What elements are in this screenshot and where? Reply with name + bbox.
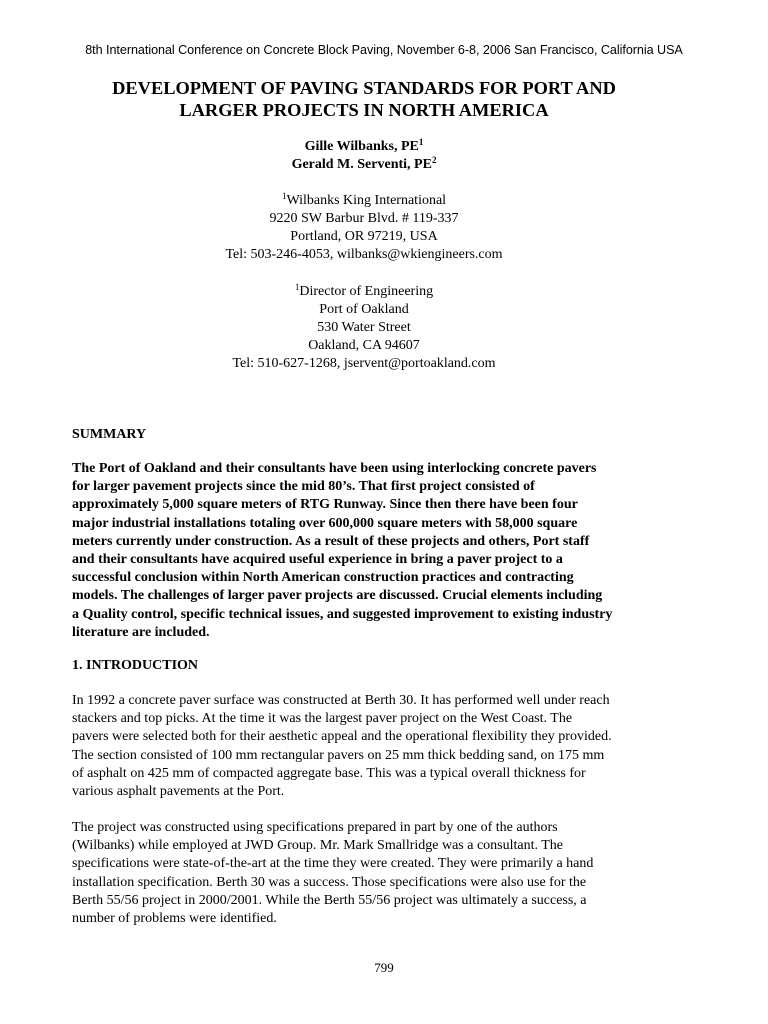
introduction-paragraph — [72, 819, 672, 928]
author-list — [0, 138, 728, 174]
affiliation-text: Director of Engineering — [299, 284, 434, 299]
introduction-paragraph — [72, 692, 672, 801]
text-line: number of problems were identified. — [72, 911, 277, 927]
affiliation-line: 530 Water Street — [317, 320, 411, 335]
affiliation-line — [0, 283, 728, 301]
affiliation-line: Portland, OR 97219, USA — [290, 229, 438, 244]
text-line: successful conclusion within North American construction practices and contracting — [72, 570, 574, 586]
author-affiliation-mark: 1 — [418, 137, 424, 147]
text-line: In 1992 a concrete paver surface was constructed at Berth 30. It has performed well under reach — [72, 693, 610, 708]
affiliation-line: Port of Oakland — [319, 302, 409, 317]
text-line: The Port of Oakland and their consultants have been using interlocking concrete pavers — [72, 461, 597, 476]
affiliation-block — [0, 192, 728, 264]
text-line: meters currently under construction. As a result of these projects and others, Port staff — [72, 533, 590, 549]
text-line: approximately 5,000 square meters of RTG Runway. Since then there have been four — [72, 497, 578, 513]
text-line: of asphalt on 425 mm of compacted aggregate base. This was a typical overall thickness for — [72, 765, 586, 781]
affiliation-line — [0, 192, 728, 210]
text-line: pavers were selected both for their aesthetic appeal and the operational flexibility they provided. — [72, 729, 612, 745]
page-number: 799 — [374, 960, 394, 975]
author-name: Gerald M. Serventi, PE — [291, 157, 432, 172]
summary-heading: SUMMARY — [72, 427, 147, 442]
paper-title — [0, 77, 728, 121]
text-line: various asphalt pavements at the Port. — [72, 784, 285, 800]
text-line: major industrial installations totaling over 600,000 square meters with 58,000 square — [72, 515, 578, 531]
affiliation-line: Oakland, CA 94607 — [308, 338, 420, 353]
text-line: The project was constructed using specifications prepared in part by one of the authors — [72, 820, 558, 835]
text-line: and their consultants have acquired useful experience in bring a paver project to a — [72, 552, 563, 568]
affiliation-mark: 1 — [294, 282, 300, 292]
affiliation-text: Wilbanks King International — [286, 193, 447, 208]
affiliation-mark: 1 — [281, 191, 287, 201]
text-line: specifications were state-of-the-art at the time they were created. They were primarily a hand — [72, 856, 594, 872]
author-name: Gille Wilbanks, PE — [304, 139, 419, 154]
summary-paragraph — [72, 460, 672, 642]
text-line: literature are included. — [72, 624, 210, 640]
affiliation-line: Tel: 510-627-1268, jservent@portoakland.com — [232, 356, 496, 371]
text-line: (Wilbanks) while employed at JWD Group. Mr. Mark Smallridge was a consultant. The — [72, 838, 564, 854]
introduction-heading: 1. INTRODUCTION — [72, 658, 199, 673]
conference-header: 8th International Conference on Concrete Block Paving, November 6-8, 2006 San Francisco, California USA — [85, 43, 683, 57]
text-line: stackers and top picks. At the time it was the largest paver project on the West Coast. The — [72, 711, 573, 727]
author — [0, 156, 728, 174]
affiliation-line: Tel: 503-246-4053, wilbanks@wkiengineers.com — [225, 247, 503, 262]
author — [0, 138, 728, 156]
text-line: installation specification. Berth 30 was a success. Those specifications were also use for the — [72, 874, 587, 890]
text-line: for larger pavement projects since the mid 80’s. That first project consisted of — [72, 479, 535, 495]
text-line: Berth 55/56 project in 2000/2001. While the Berth 55/56 project was ultimately a success, a — [72, 892, 587, 908]
affiliation-line: 9220 SW Barbur Blvd. # 119-337 — [269, 211, 459, 226]
text-line: a Quality control, specific technical issues, and suggested improvement to existing industry — [72, 606, 613, 622]
paper-title-line: DEVELOPMENT OF PAVING STANDARDS FOR PORT AND — [112, 78, 616, 98]
affiliation-block — [0, 283, 728, 373]
text-line: models. The challenges of larger paver projects are discussed. Crucial elements including — [72, 588, 603, 604]
text-line: The section consisted of 100 mm rectangular pavers on 25 mm thick bedding sand, on 175 mm — [72, 747, 605, 763]
paper-title-line: LARGER PROJECTS IN NORTH AMERICA — [179, 100, 549, 120]
author-affiliation-mark: 2 — [431, 155, 437, 165]
